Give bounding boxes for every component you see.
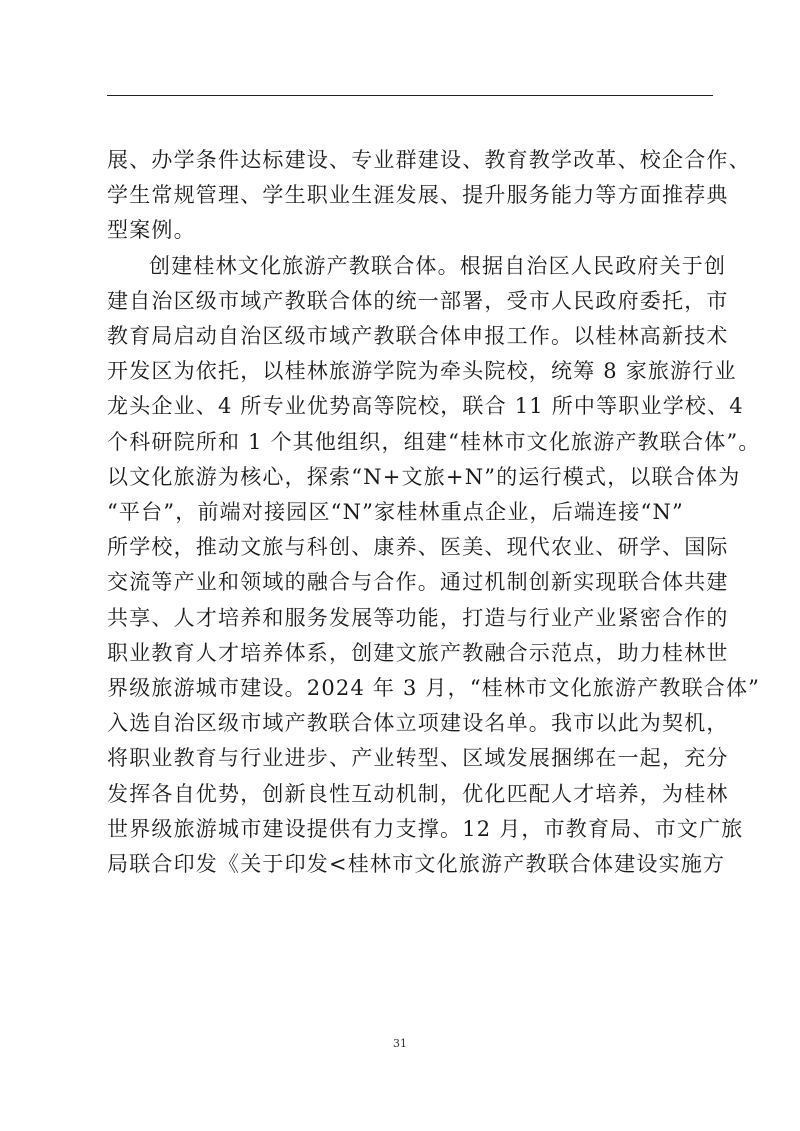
text-line: 将职业教育与行业进步、产业转型、区域发展捆绑在一起，充分	[107, 746, 729, 771]
text-line: 入选自治区级市域产教联合体立项建设名单。我市以此为契机，	[107, 711, 729, 736]
text-line: 学生常规管理、学生职业生涯发展、提升服务能力等方面推荐典	[107, 183, 729, 208]
text-line: 共享、人才培养和服务发展等功能，打造与行业产业紧密合作的	[107, 605, 729, 630]
page-number: 31	[393, 1037, 407, 1050]
paragraph-continued	[107, 143, 751, 249]
text-line: 建自治区级市域产教联合体的统一部署，受市人民政府委托，市	[107, 288, 729, 313]
header-rule	[107, 95, 713, 96]
text-line: 型案例。	[107, 218, 196, 243]
text-line: 龙头企业、4 所专业优势高等院校，联合 11 所中等职业学校、4	[107, 394, 744, 419]
text-line: 教育局启动自治区级市域产教联合体申报工作。以桂林高新技术	[107, 324, 729, 349]
text-line: 开发区为依托，以桂林旅游学院为牵头院校，统筹 8 家旅游行业	[107, 359, 737, 384]
text-line: 界级旅游城市建设。2024 年 3 月，“桂林市文化旅游产教联合体”	[107, 676, 761, 701]
text-line: 发挥各自优势，创新良性互动机制，优化匹配人才培养，为桂林	[107, 781, 729, 806]
text-line: 以文化旅游为核心，探索“N+文旅+N”的运行模式，以联合体为	[107, 464, 741, 489]
text-line: 世界级旅游城市建设提供有力支撑。12 月，市教育局、市文广旅	[107, 816, 744, 841]
text-line: 职业教育人才培养体系，创建文旅产教融合示范点，助力桂林世	[107, 640, 729, 665]
text-line: 创建桂林文化旅游产教联合体。根据自治区人民政府关于创	[149, 253, 727, 278]
text-line: 局联合印发《关于印发<桂林市文化旅游产教联合体建设实施方	[107, 852, 726, 877]
text-line: 个科研院所和 1 个其他组织，组建“桂林市文化旅游产教联合体”。	[107, 429, 761, 454]
text-line: “平台”，前端对接园区“N”家桂林重点企业，后端连接“N”	[107, 500, 684, 525]
text-line: 展、办学条件达标建设、专业群建设、教育教学改革、校企合作、	[107, 148, 751, 172]
document-body	[107, 143, 761, 882]
text-line: 交流等产业和领域的融合与合作。通过机制创新实现联合体共建	[107, 570, 729, 595]
paragraph-guilin-alliance	[107, 249, 761, 883]
text-line: 所学校，推动文旅与科创、康养、医美、现代农业、研学、国际	[107, 535, 729, 560]
